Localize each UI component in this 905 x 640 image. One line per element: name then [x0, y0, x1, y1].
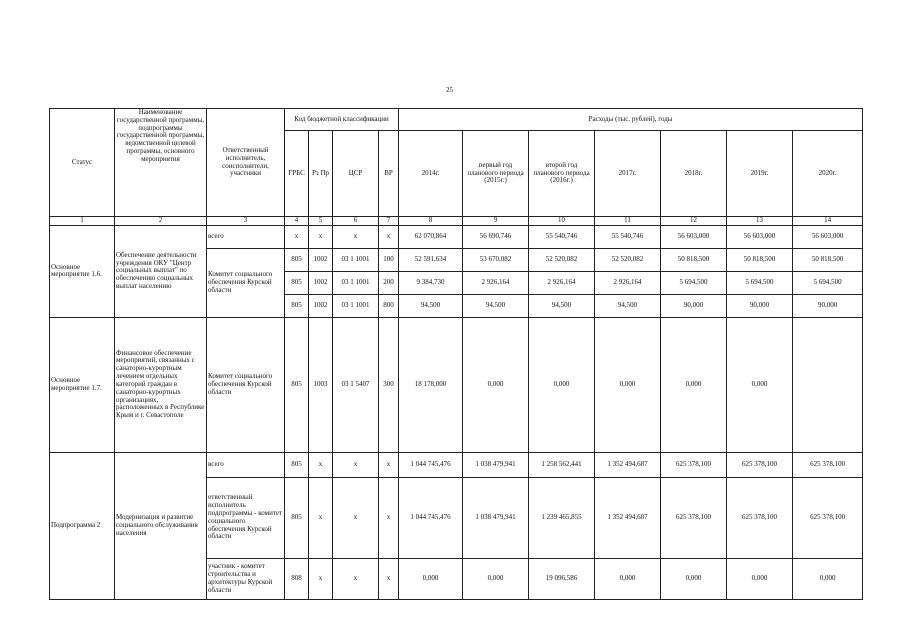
cell-value: 90,000 — [727, 294, 793, 317]
cell-grbs: 805 — [285, 271, 309, 294]
cell-value: 50 818,500 — [661, 248, 727, 271]
cell-value: 0,000 — [661, 558, 727, 599]
cell-value: 55 540,746 — [595, 225, 661, 248]
cell-value: 90,000 — [793, 294, 863, 317]
header-executor: Ответственный исполнитель, соисполнители, участники — [207, 109, 285, 217]
column-number: 13 — [727, 217, 793, 226]
cell-value: 9 384,730 — [399, 271, 463, 294]
cell-value: 18 178,000 — [399, 317, 463, 452]
row-executor: Комитет социального обеспечения Курской области — [207, 248, 285, 317]
cell-value: 55 540,746 — [529, 225, 595, 248]
cell-value: 0,000 — [727, 558, 793, 599]
column-number: 6 — [333, 217, 379, 226]
header-year: 2019г. — [727, 131, 793, 217]
cell-grbs: 805 — [285, 248, 309, 271]
table-row — [50, 317, 863, 452]
cell-value: 0,000 — [529, 317, 595, 452]
column-number: 5 — [309, 217, 333, 226]
cell-csr: x — [333, 452, 379, 477]
cell-rzpr: x — [309, 477, 333, 558]
cell-value: 0,000 — [661, 317, 727, 452]
cell-value: 0,000 — [463, 317, 529, 452]
cell-rzpr: 1003 — [309, 317, 333, 452]
header-rzpr: Рз Пр — [309, 131, 333, 217]
row-executor: всего — [207, 452, 285, 477]
header-year: 2020г. — [793, 131, 863, 217]
cell-value: 56 603,000 — [793, 225, 863, 248]
cell-value: 94,500 — [529, 294, 595, 317]
column-number: 12 — [661, 217, 727, 226]
cell-value: 50 818,500 — [727, 248, 793, 271]
cell-grbs: 805 — [285, 452, 309, 477]
page-number: 25 — [446, 86, 453, 94]
column-number: 1 — [50, 217, 115, 226]
cell-csr: x — [333, 558, 379, 599]
cell-value: 625 378,100 — [793, 477, 863, 558]
header-year: 2018г. — [661, 131, 727, 217]
cell-csr: x — [333, 477, 379, 558]
header-row-top — [50, 109, 863, 131]
cell-value: 2 926,164 — [529, 271, 595, 294]
cell-grbs: 808 — [285, 558, 309, 599]
cell-value: 0,000 — [595, 317, 661, 452]
cell-value: 94,500 — [595, 294, 661, 317]
cell-value: 50 818,500 — [793, 248, 863, 271]
row-name: Модернизация и развитие социального обслуживания населения — [115, 452, 207, 599]
cell-value: 625 378,100 — [727, 452, 793, 477]
cell-value: 2 926,164 — [463, 271, 529, 294]
cell-value: 62 070,864 — [399, 225, 463, 248]
row-status: Основное мероприятие 1.7. — [50, 317, 115, 452]
cell-value: 94,500 — [399, 294, 463, 317]
cell-value: 5 694,500 — [727, 271, 793, 294]
column-number: 14 — [793, 217, 863, 226]
table-row — [50, 225, 863, 248]
cell-rzpr: 1002 — [309, 248, 333, 271]
cell-csr: 03 1 1001 — [333, 248, 379, 271]
cell-grbs: 805 — [285, 317, 309, 452]
cell-value: 52 520,082 — [529, 248, 595, 271]
cell-value: 52 520,082 — [595, 248, 661, 271]
column-number: 7 — [379, 217, 399, 226]
cell-value: 1 352 494,687 — [595, 477, 661, 558]
cell-value: 1 038 479,941 — [463, 477, 529, 558]
row-name: Обеспечение деятельности учреждения ОКУ "Центр социальных выплат" по обеспечению социальных выплат населению — [115, 225, 207, 317]
table-row — [50, 452, 863, 477]
row-executor: участник - комитет строительства и архитектуры Курской области — [207, 558, 285, 599]
cell-value: 52 591,634 — [399, 248, 463, 271]
cell-rzpr: 1002 — [309, 271, 333, 294]
cell-value: 5 694,500 — [793, 271, 863, 294]
cell-rzpr: x — [309, 452, 333, 477]
cell-value: 0,000 — [727, 317, 793, 452]
cell-rzpr: x — [309, 225, 333, 248]
cell-vr: x — [379, 477, 399, 558]
header-expenses: Расходы (тыс. рублей), годы — [399, 109, 863, 131]
column-number: 9 — [463, 217, 529, 226]
cell-vr: x — [379, 558, 399, 599]
cell-value: 90,000 — [661, 294, 727, 317]
row-executor: всего — [207, 225, 285, 248]
row-status: Подпрограмма 2 — [50, 452, 115, 599]
cell-rzpr: x — [309, 558, 333, 599]
cell-value — [793, 317, 863, 452]
cell-csr: 03 1 1001 — [333, 294, 379, 317]
cell-csr: 03 1 5407 — [333, 317, 379, 452]
cell-value: 19 096,586 — [529, 558, 595, 599]
cell-value: 1 258 562,441 — [529, 452, 595, 477]
cell-value: 56 603,000 — [661, 225, 727, 248]
cell-vr: x — [379, 225, 399, 248]
header-csr: ЦСР — [333, 131, 379, 217]
cell-value: 625 378,100 — [661, 452, 727, 477]
cell-grbs: 805 — [285, 477, 309, 558]
cell-value: 5 694,500 — [661, 271, 727, 294]
cell-vr: 800 — [379, 294, 399, 317]
column-number: 2 — [115, 217, 207, 226]
row-executor: Комитет социального обеспечения Курской области — [207, 317, 285, 452]
row-executor: ответственный исполнитель подпрограммы - комитет социального обеспечения Курской области — [207, 477, 285, 558]
cell-value: 0,000 — [463, 558, 529, 599]
cell-value: 1 044 745,476 — [399, 452, 463, 477]
cell-value: 56 603,000 — [727, 225, 793, 248]
column-number: 3 — [207, 217, 285, 226]
cell-vr: 300 — [379, 317, 399, 452]
cell-value: 0,000 — [595, 558, 661, 599]
cell-value: 1 044 745,476 — [399, 477, 463, 558]
row-status: Основное мероприятие 1.6. — [50, 225, 115, 317]
cell-csr: 03 1 1001 — [333, 271, 379, 294]
column-number: 8 — [399, 217, 463, 226]
row-name: Финансовое обеспечение мероприятий, связанных с санаторно-курортным лечением отдельных категорий граждан в санаторно-курортных организациях, расположенных в Республике Крым и г. Севастополе — [115, 317, 207, 452]
cell-grbs: x — [285, 225, 309, 248]
cell-value: 2 926,164 — [595, 271, 661, 294]
cell-value: 94,500 — [463, 294, 529, 317]
header-budget-code: Код бюджетной классификации — [285, 109, 399, 131]
cell-rzpr: 1002 — [309, 294, 333, 317]
header-status: Статус — [50, 109, 115, 217]
cell-csr: x — [333, 225, 379, 248]
header-grbs: ГРБС — [285, 131, 309, 217]
cell-value: 53 670,082 — [463, 248, 529, 271]
cell-value: 625 378,100 — [727, 477, 793, 558]
cell-value: 625 378,100 — [793, 452, 863, 477]
header-name: Наименование государственной программы, подпрограммы государственной программы, ведомственной целевой программы, основного мероприятия — [115, 109, 207, 217]
cell-vr: 100 — [379, 248, 399, 271]
cell-vr: 200 — [379, 271, 399, 294]
cell-value: 625 378,100 — [661, 477, 727, 558]
header-year: первый год планового периода (2015г.) — [463, 131, 529, 217]
header-year: 2017г. — [595, 131, 661, 217]
header-year: второй год планового периода (2016г.) — [529, 131, 595, 217]
column-number: 11 — [595, 217, 661, 226]
column-number: 10 — [529, 217, 595, 226]
cell-vr: x — [379, 452, 399, 477]
cell-value: 0,000 — [793, 558, 863, 599]
header-vr: ВР — [379, 131, 399, 217]
header-year: 2014г. — [399, 131, 463, 217]
column-number-row — [50, 217, 863, 226]
cell-value: 56 690,746 — [463, 225, 529, 248]
budget-table — [49, 108, 863, 600]
cell-grbs: 805 — [285, 294, 309, 317]
cell-value: 0,000 — [399, 558, 463, 599]
cell-value: 1 038 479,941 — [463, 452, 529, 477]
cell-value: 1 352 494,687 — [595, 452, 661, 477]
cell-value: 1 239 465,855 — [529, 477, 595, 558]
column-number: 4 — [285, 217, 309, 226]
